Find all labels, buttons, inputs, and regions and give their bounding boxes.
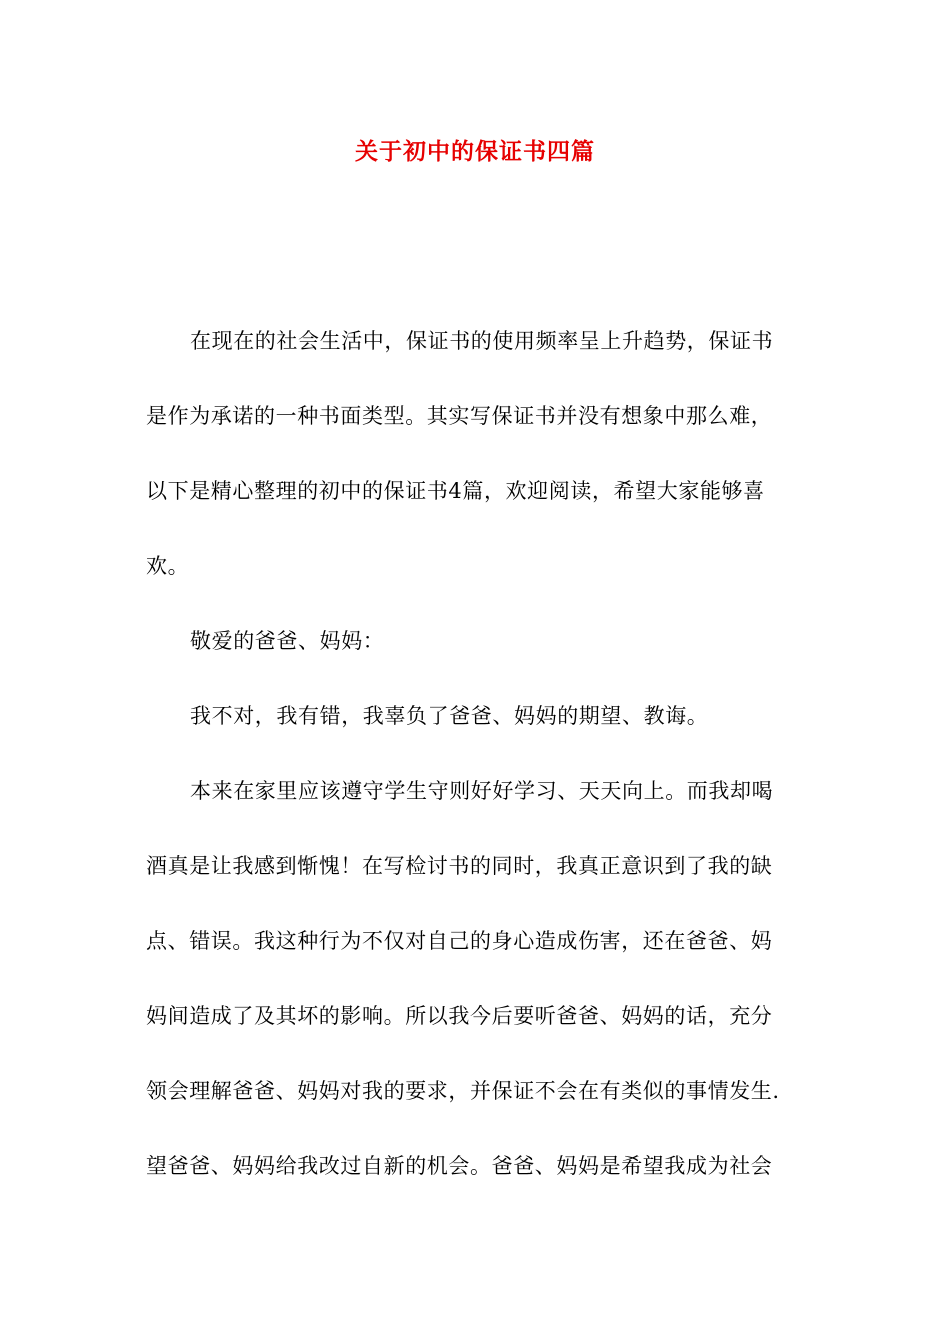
document-title: 关于初中的保证书四篇 bbox=[355, 138, 595, 165]
text-line: 妈间造成了及其坏的影响。所以我今后要听爸爸、妈妈的话，充分 bbox=[146, 1004, 773, 1028]
text-line: 领会理解爸爸、妈妈对我的要求，并保证不会在有类似的事情发生. bbox=[146, 1079, 780, 1103]
text-line: 以下是精心整理的初中的保证书4篇，欢迎阅读，希望大家能够喜 bbox=[146, 479, 765, 503]
text-line: 我不对，我有错，我辜负了爸爸、妈妈的期望、教诲。 bbox=[190, 704, 709, 728]
text-line: 欢。 bbox=[146, 554, 190, 578]
text-line: 是作为承诺的一种书面类型。其实写保证书并没有想象中那么难， bbox=[146, 404, 773, 428]
text-line: 酒真是让我感到惭愧！在写检讨书的同时，我真正意识到了我的缺 bbox=[146, 854, 773, 878]
text-line: 本来在家里应该遵守学生守则好好学习、天天向上。而我却喝 bbox=[190, 779, 774, 803]
text-line: 在现在的社会生活中，保证书的使用频率呈上升趋势，保证书 bbox=[190, 329, 774, 353]
text-line: 敬爱的爸爸、妈妈： bbox=[190, 629, 385, 653]
text-line: 望爸爸、妈妈给我改过自新的机会。爸爸、妈妈是希望我成为社会 bbox=[146, 1154, 773, 1178]
text-line: 点、错误。我这种行为不仅对自己的身心造成伤害，还在爸爸、妈 bbox=[146, 929, 773, 953]
